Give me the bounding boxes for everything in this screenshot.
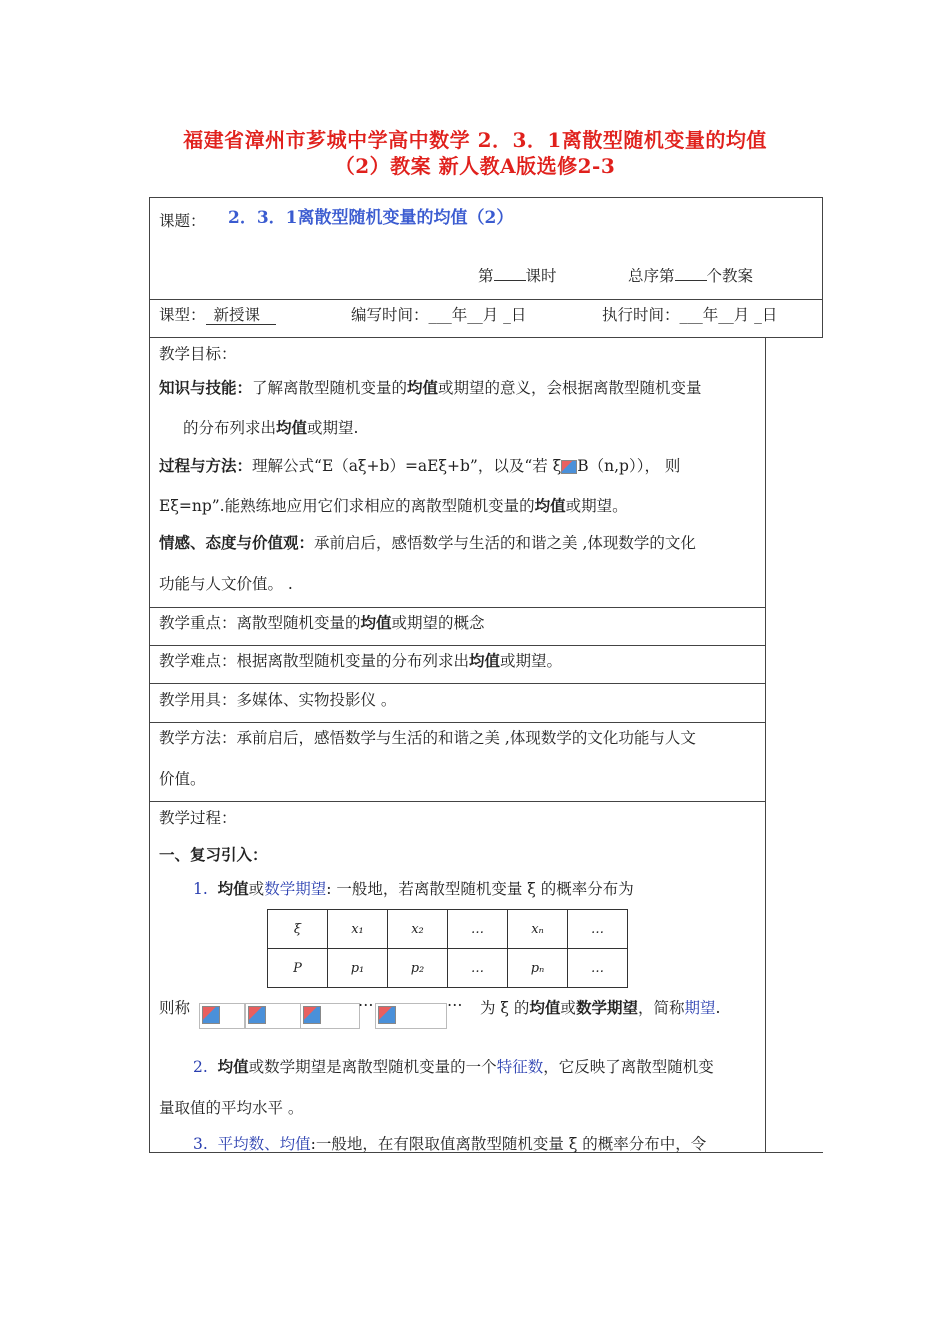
table-cell: P <box>268 949 328 988</box>
table-row <box>268 949 628 988</box>
item-3-number: 3. <box>193 1135 208 1153</box>
item-2-line-2: 量取值的平均水平 。 <box>159 1099 304 1117</box>
type-label: 课型： <box>159 306 206 324</box>
definition-text-a: 为 ξ 的 <box>480 999 530 1017</box>
process-method-line-1 <box>159 454 680 476</box>
broken-image-icon <box>248 1006 266 1024</box>
knowledge-line-1 <box>159 376 702 398</box>
process-method-label: 过程与方法： <box>159 456 253 475</box>
exec-time: 执行时间：___年__月 _日 <box>602 306 778 324</box>
definition-period: . <box>715 999 721 1017</box>
item-2-line <box>193 1055 714 1077</box>
item-1-number: 1. <box>193 880 208 898</box>
process-method-text-a: 理解公式“E（aξ+b）=aEξ+b”，以及“若 ξ <box>252 457 562 475</box>
item-1-or: 或 <box>248 880 265 898</box>
broken-image-icon <box>202 1006 220 1024</box>
emotion-label: 情感、态度与价值观： <box>159 533 315 552</box>
key-point-text-b: 均值 <box>360 613 392 632</box>
emotion-line-1 <box>159 531 696 553</box>
definition-called: ，简称 <box>637 999 685 1017</box>
ellipsis-2: … <box>447 992 463 1010</box>
table-cell: p₂ <box>388 949 448 988</box>
item-2-number: 2. <box>193 1058 208 1076</box>
process-heading: 教学过程： <box>159 809 237 827</box>
key-point-text-a: 教学重点：离散型随机变量的 <box>159 614 361 632</box>
process-method-text-b: B（n,p））， 则 <box>577 457 681 475</box>
section-review-heading: 一、复习引入： <box>159 845 268 864</box>
broken-image-icon <box>378 1006 396 1024</box>
type-value: 新授课 <box>206 306 277 325</box>
knowledge2-text-c: 或期望. <box>307 419 359 437</box>
difficulty <box>159 649 562 671</box>
broken-image-icon <box>303 1006 321 1024</box>
total-prefix: 总序第 <box>628 267 675 285</box>
item-1-line <box>193 877 634 899</box>
emotion-text: 承前启后，感悟数学与生活的和谐之美 ,体现数学的文化 <box>314 534 696 552</box>
period-field <box>478 264 557 286</box>
knowledge-text-c: 或期望的意义，会根据离散型随机变量 <box>438 379 702 397</box>
teaching-method-line-1: 教学方法：承前启后，感悟数学与生活的和谐之美 ,体现数学的文化功能与人文 <box>159 729 696 747</box>
goals-heading: 教学目标： <box>159 345 237 363</box>
broken-image-icon <box>561 460 577 474</box>
table-cell: xₙ <box>508 910 568 949</box>
formula-image-2 <box>245 1003 301 1029</box>
key-point <box>159 611 485 633</box>
key-point-text-c: 或期望的概念 <box>391 614 485 632</box>
formula-image-3 <box>300 1003 360 1029</box>
formula-image-1 <box>199 1003 245 1029</box>
table-row <box>268 910 628 949</box>
write-time: 编写时间：___年__月 _日 <box>351 306 527 324</box>
document-title-line-1: 福建省漳州市芗城中学高中数学 2．3．1离散型随机变量的均值 <box>183 128 767 152</box>
total-suffix: 个教案 <box>706 267 754 285</box>
definition-expectation: 数学期望 <box>575 998 638 1017</box>
knowledge-line-2 <box>183 416 358 438</box>
period-prefix: 第 <box>478 267 494 285</box>
definition-mean: 均值 <box>529 998 561 1017</box>
formula-image-4 <box>375 1003 447 1029</box>
knowledge-text-b: 均值 <box>407 378 439 397</box>
table-cell: x₂ <box>388 910 448 949</box>
ellipsis-1: … <box>358 992 374 1010</box>
item-2-text-a: 或数学期望是离散型随机变量的一个 <box>248 1058 497 1076</box>
item-2-text-b: ，它反映了离散型随机变 <box>543 1058 714 1076</box>
distribution-table <box>267 909 628 988</box>
teaching-method-line-2: 价值。 <box>159 770 206 788</box>
process-method-line-2 <box>159 494 628 516</box>
item-1-mean: 均值 <box>217 879 249 898</box>
item-3-text: :一般地，在有限取值离散型随机变量 ξ 的概率分布中，令 <box>310 1135 707 1153</box>
item-1-text: : 一般地，若离散型随机变量 ξ 的概率分布为 <box>326 880 634 898</box>
item-3-term: 平均数、均值 <box>217 1135 311 1153</box>
process-method2-text-c: 或期望。 <box>565 497 628 515</box>
table-cell: x₁ <box>328 910 388 949</box>
definition-short: 期望 <box>684 999 716 1017</box>
process-method2-text-b: 均值 <box>534 496 566 515</box>
period-blank[interactable] <box>494 264 526 281</box>
topic-label: 课题： <box>159 212 206 230</box>
table-cell: pₙ <box>508 949 568 988</box>
table-cell: … <box>568 949 628 988</box>
teaching-tools: 教学用具：多媒体、实物投影仪 。 <box>159 691 397 709</box>
process-box-right-border <box>765 801 766 1153</box>
knowledge2-text-b: 均值 <box>276 418 308 437</box>
table-cell: ξ <box>268 910 328 949</box>
knowledge-text-a: 了解离散型随机变量的 <box>252 379 408 397</box>
emotion-line-2: 功能与人文价值。 . <box>159 575 293 593</box>
item-3-line <box>193 1132 706 1154</box>
lesson-topic: 2．3．1离散型随机变量的均值（2） <box>228 208 514 228</box>
difficulty-text-a: 教学难点：根据离散型随机变量的分布列求出 <box>159 652 470 670</box>
document-title-line-2: （2）教案 新人教A版选修2-3 <box>334 154 616 178</box>
table-cell: … <box>448 949 508 988</box>
knowledge-label: 知识与技能： <box>159 378 253 397</box>
table-cell: … <box>448 910 508 949</box>
difficulty-text-c: 或期望。 <box>500 652 563 670</box>
item-2-mean: 均值 <box>217 1057 249 1076</box>
table-cell: p₁ <box>328 949 388 988</box>
then-call: 则称 <box>159 999 191 1017</box>
total-blank[interactable] <box>675 264 707 281</box>
process-method2-text-a: Eξ=np”.能熟练地应用它们求相应的离散型随机变量的 <box>159 497 535 515</box>
period-suffix: 课时 <box>525 267 557 285</box>
difficulty-text-b: 均值 <box>469 651 501 670</box>
item-2-feature: 特征数 <box>496 1058 544 1076</box>
knowledge2-text-a: 的分布列求出 <box>183 419 277 437</box>
total-field <box>628 264 753 286</box>
type-field <box>159 303 276 325</box>
definition-or: 或 <box>560 999 576 1017</box>
process-box-left-border <box>149 801 150 1153</box>
item-1-expectation: 数学期望 <box>264 880 327 898</box>
table-cell: … <box>568 910 628 949</box>
definition-text <box>480 996 720 1018</box>
